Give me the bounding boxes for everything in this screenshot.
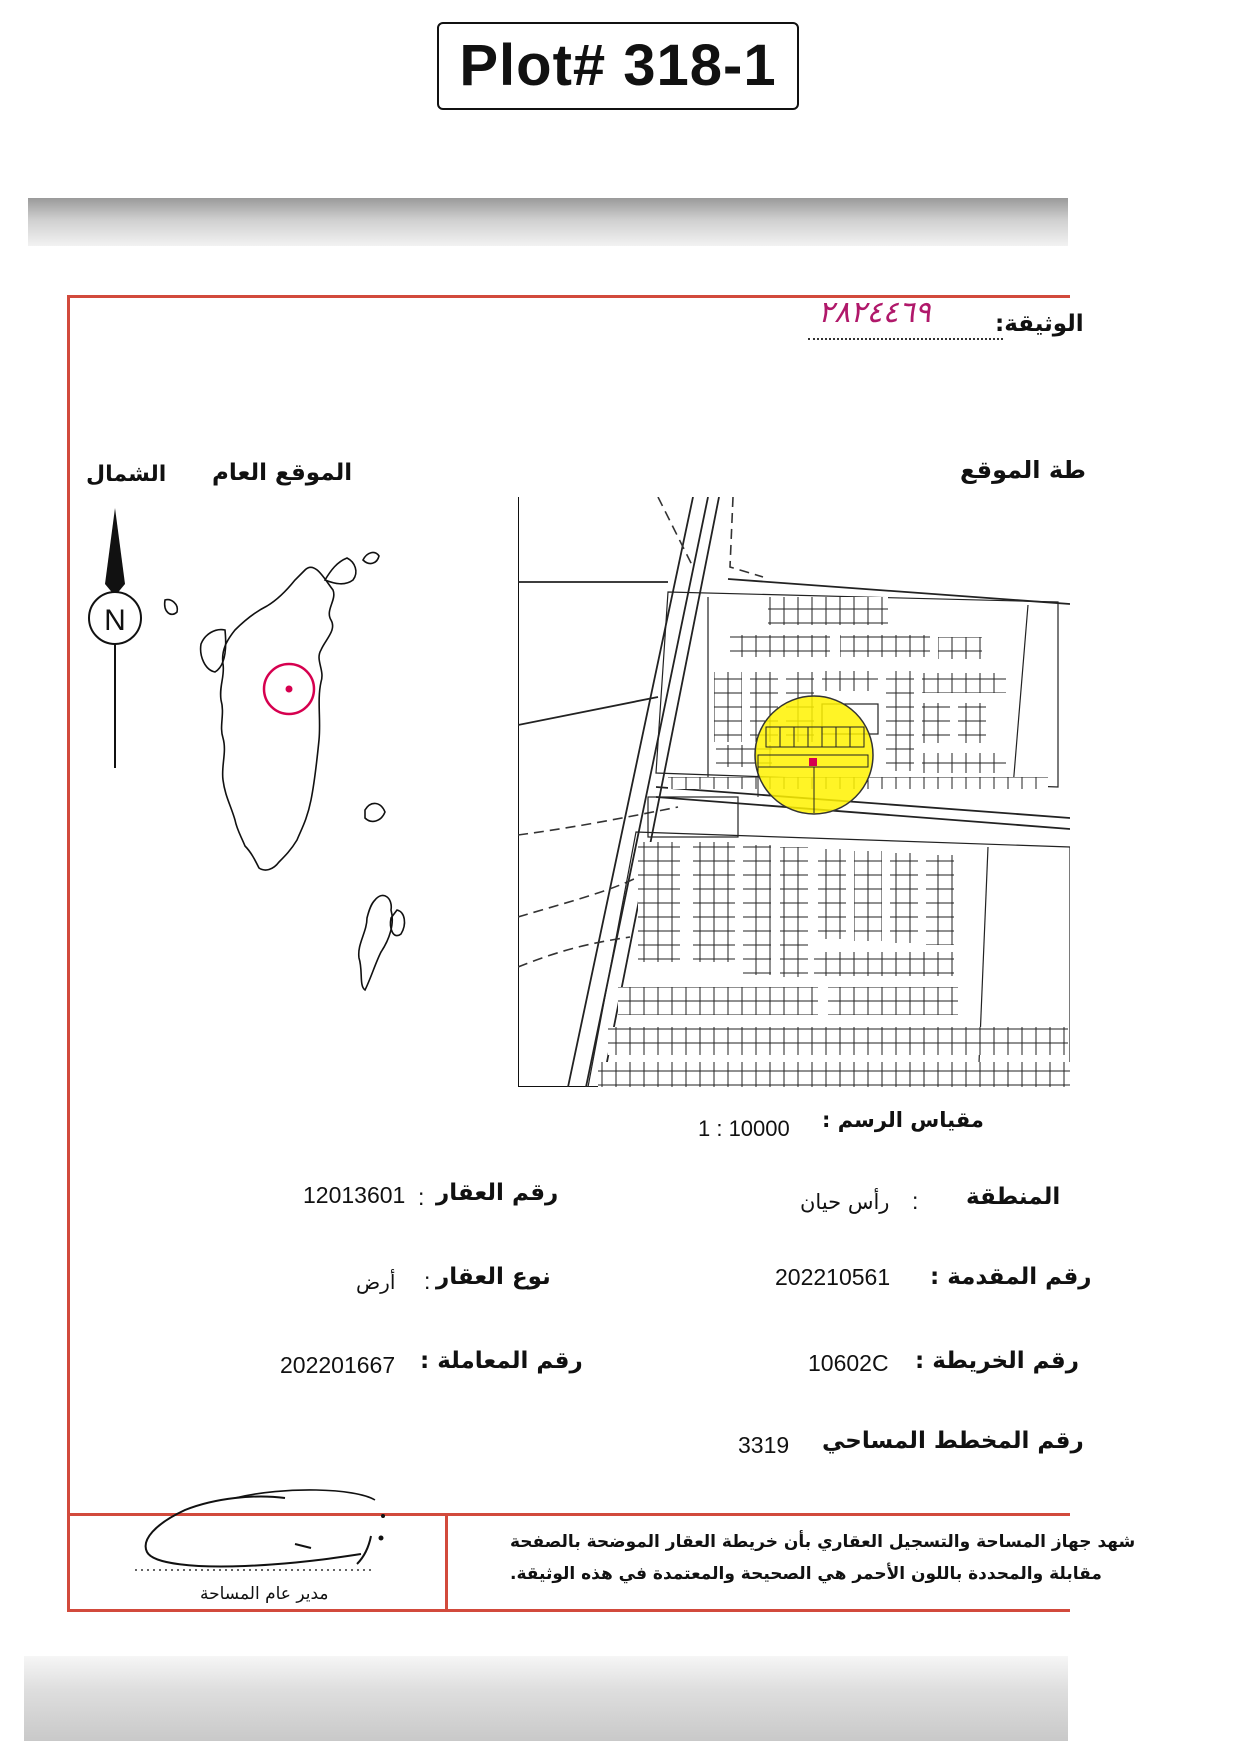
country-outline xyxy=(165,553,405,990)
application-number-value: 202210561 xyxy=(775,1264,891,1290)
north-letter: N xyxy=(104,604,126,637)
property-number-value: 12013601 xyxy=(303,1182,406,1208)
transaction-number-label: رقم المعاملة : xyxy=(420,1348,583,1374)
signature-image xyxy=(135,1478,395,1588)
region-label: المنطقة xyxy=(966,1184,1061,1210)
scan-shadow-bottom xyxy=(24,1656,1068,1741)
property-number-label: رقم العقار xyxy=(436,1180,559,1206)
property-type-value: أرض xyxy=(356,1270,396,1294)
north-label: الشمال xyxy=(86,462,167,487)
property-marker xyxy=(809,758,817,766)
general-location-label: الموقع العام xyxy=(212,460,353,486)
map-number-value: 10602C xyxy=(808,1350,889,1376)
footer-divider-vertical xyxy=(445,1513,448,1612)
site-location-map xyxy=(518,497,1070,1087)
region-colon: : xyxy=(912,1188,919,1214)
scan-shadow-top xyxy=(28,198,1068,246)
scale-label: مقياس الرسم : xyxy=(822,1108,984,1132)
transaction-number-value: 202201667 xyxy=(280,1352,396,1378)
application-number-label: رقم المقدمة : xyxy=(930,1264,1092,1290)
document-number-handwritten: ٢٨٢٤٤٦٩ xyxy=(818,295,931,330)
location-marker-dot xyxy=(286,686,293,693)
site-map-title: طة الموقع xyxy=(960,456,1086,484)
plot-number-label: Plot# 318-1 xyxy=(437,22,799,110)
scale-value: 1 : 10000 xyxy=(698,1116,790,1141)
signatory-title: مدير عام المساحة xyxy=(200,1584,329,1604)
certification-text-line1: شهد جهاز المساحة والتسجيل العقاري بأن خريطة العقار الموضحة بالصفحة xyxy=(510,1532,1136,1552)
property-type-label: نوع العقار xyxy=(436,1264,551,1290)
general-location-map xyxy=(75,500,455,1050)
document-number-label: الوثيقة: xyxy=(995,311,1084,337)
certification-text-line2: مقابلة والمحددة باللون الأحمر هي الصحيحة والمعتمدة في هذه الوثيقة. xyxy=(510,1564,1102,1584)
survey-plan-value: 3319 xyxy=(738,1432,790,1458)
north-arrow-icon xyxy=(89,508,141,768)
region-value: رأس حيان xyxy=(800,1190,890,1214)
property-number-colon: : xyxy=(418,1184,425,1210)
survey-plan-label: رقم المخطط المساحي xyxy=(822,1428,1084,1454)
document-number-dotted-line xyxy=(808,338,1003,340)
property-type-colon: : xyxy=(424,1268,431,1294)
map-number-label: رقم الخريطة : xyxy=(915,1348,1079,1374)
